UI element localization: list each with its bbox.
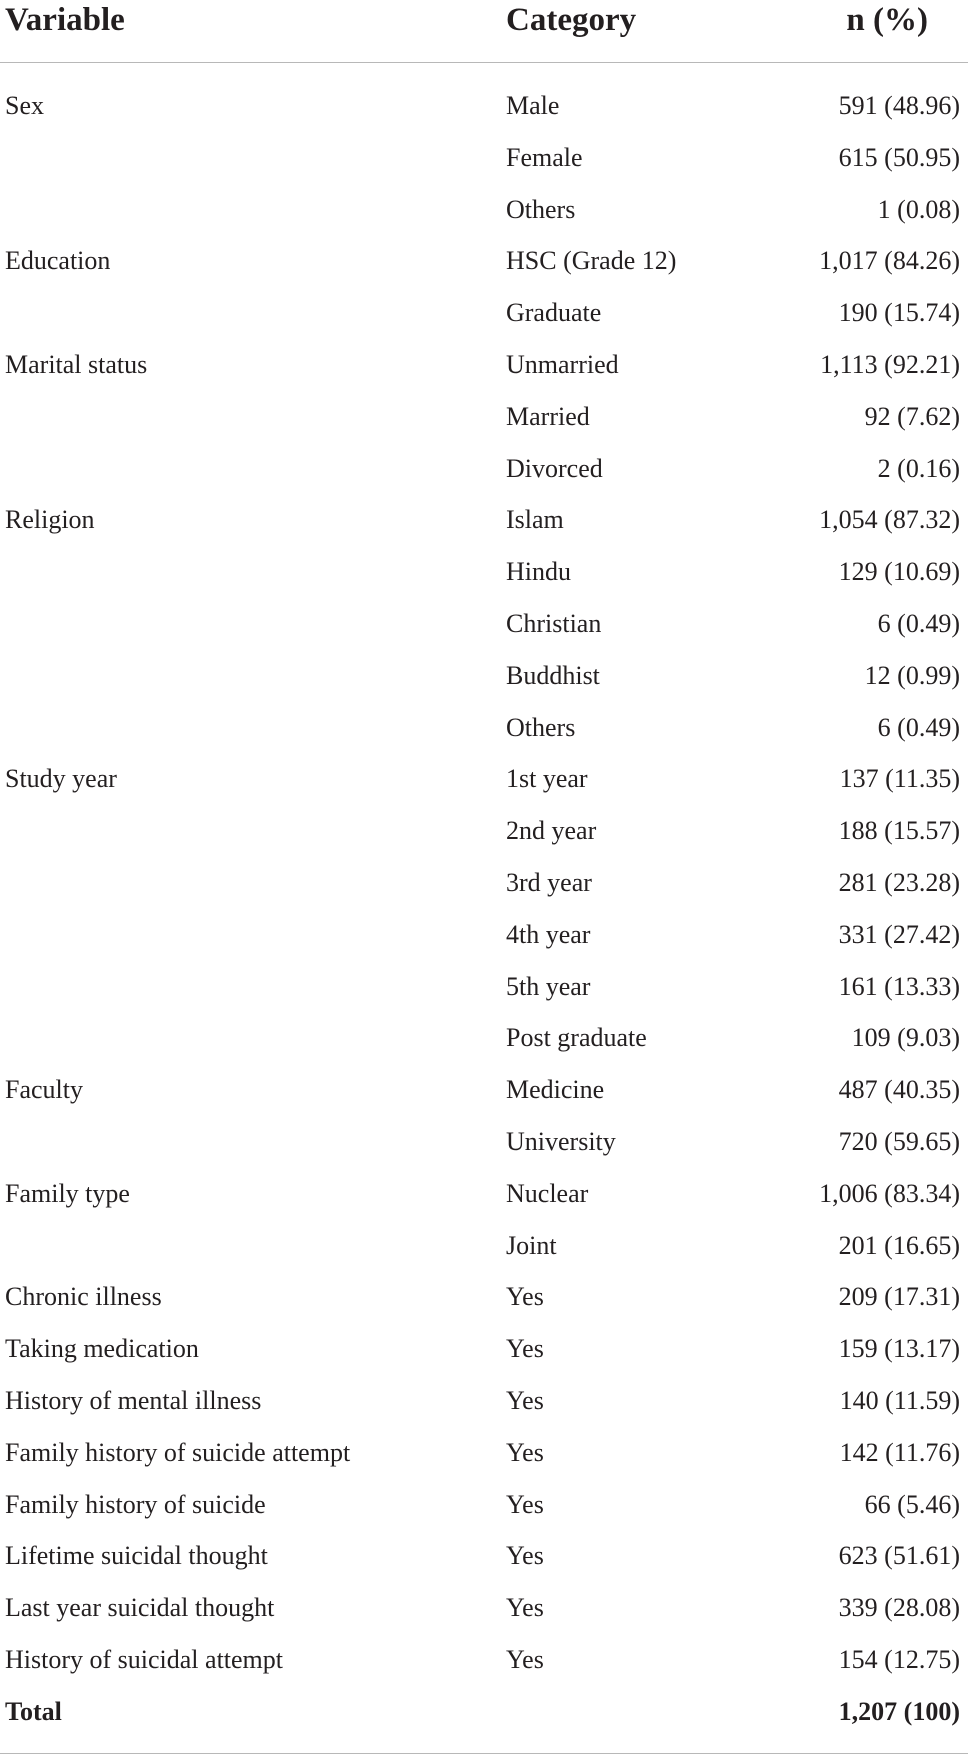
- cell-n-percent: 339 (28.08): [838, 1593, 960, 1623]
- cell-variable: Religion: [5, 505, 95, 535]
- cell-n-percent: 615 (50.95): [838, 142, 960, 172]
- cell-n-percent: 6 (0.49): [877, 608, 960, 638]
- cell-category: Yes: [506, 1437, 544, 1467]
- table-row: [0, 915, 968, 967]
- cell-n-percent: 201 (16.65): [838, 1230, 960, 1260]
- table-header: [0, 0, 968, 63]
- cell-category: Yes: [506, 1644, 544, 1674]
- cell-category: Buddhist: [506, 660, 600, 690]
- cell-n-percent: 12 (0.99): [864, 660, 960, 690]
- cell-category: HSC (Grade 12): [506, 246, 677, 276]
- cell-n-percent: 209 (17.31): [838, 1282, 960, 1312]
- header-category: Category: [506, 2, 637, 38]
- header-n-percent: n (%): [846, 2, 928, 38]
- table-row: [0, 967, 968, 1019]
- cell-category: 3rd year: [506, 867, 592, 897]
- table-row: [0, 1485, 968, 1537]
- cell-variable: History of suicidal attempt: [5, 1644, 284, 1674]
- table-row: [0, 500, 968, 552]
- table-row: [0, 241, 968, 293]
- cell-n-percent: 1,017 (84.26): [819, 246, 960, 276]
- cell-category: Post graduate: [506, 1023, 647, 1053]
- cell-category: Joint: [506, 1230, 557, 1260]
- cell-n-percent: 66 (5.46): [864, 1489, 960, 1519]
- cell-n-percent: 591 (48.96): [838, 91, 960, 120]
- cell-n-percent: 109 (9.03): [851, 1023, 960, 1053]
- cell-category: 1st year: [506, 764, 588, 794]
- cell-category: Nuclear: [506, 1178, 589, 1208]
- cell-category: Yes: [506, 1334, 544, 1364]
- cell-category: Others: [506, 194, 576, 224]
- table-row: [0, 345, 968, 397]
- cell-n-percent: 623 (51.61): [838, 1541, 960, 1571]
- cell-category: Islam: [506, 505, 564, 535]
- cell-variable: Chronic illness: [5, 1282, 162, 1312]
- cell-n-percent: 487 (40.35): [838, 1075, 960, 1105]
- cell-variable: Last year suicidal thought: [5, 1593, 275, 1623]
- cell-variable: Family history of suicide attempt: [5, 1437, 351, 1467]
- cell-category: Female: [506, 142, 583, 172]
- cell-n-percent: 1,054 (87.32): [819, 505, 960, 535]
- cell-variable: History of mental illness: [5, 1385, 262, 1415]
- cell-n-percent: 188 (15.57): [838, 816, 960, 846]
- cell-variable: Total: [5, 1696, 62, 1726]
- table-row: [0, 708, 968, 760]
- cell-n-percent: 2 (0.16): [877, 453, 960, 483]
- cell-category: Medicine: [506, 1075, 605, 1105]
- cell-n-percent: 1,113 (92.21): [820, 349, 960, 379]
- table-row: [0, 1174, 968, 1226]
- cell-n-percent: 1 (0.08): [877, 194, 960, 224]
- table-row: [0, 604, 968, 656]
- table-row: [0, 397, 968, 449]
- table-row: [0, 190, 968, 242]
- table-row: [0, 1018, 968, 1070]
- cell-category: 5th year: [506, 971, 591, 1001]
- table-row: [0, 1329, 968, 1381]
- cell-n-percent: 281 (23.28): [838, 867, 960, 897]
- cell-n-percent: 6 (0.49): [877, 712, 960, 742]
- table-row: [0, 1536, 968, 1588]
- table-row: [0, 1070, 968, 1122]
- cell-variable: Education: [5, 246, 111, 276]
- cell-category: Christian: [506, 608, 602, 638]
- cell-category: Graduate: [506, 298, 602, 328]
- table-row: [0, 1433, 968, 1485]
- cell-category: Married: [506, 401, 590, 431]
- table-row: [0, 863, 968, 915]
- table-row: [0, 552, 968, 604]
- cell-category: Yes: [506, 1593, 544, 1623]
- cell-category: 4th year: [506, 919, 591, 949]
- table-bottom-rule: [0, 1753, 968, 1754]
- cell-category: Others: [506, 712, 576, 742]
- cell-variable: Family type: [5, 1178, 130, 1208]
- table-row: [0, 1588, 968, 1640]
- table-row: [0, 1381, 968, 1433]
- table-row: [0, 1277, 968, 1329]
- cell-n-percent: 154 (12.75): [838, 1644, 960, 1674]
- cell-n-percent: 137 (11.35): [839, 764, 960, 794]
- cell-variable: Study year: [5, 764, 117, 794]
- cell-n-percent: 161 (13.33): [838, 971, 960, 1001]
- table-body: [0, 86, 968, 1744]
- cell-category: Unmarried: [506, 349, 619, 379]
- cell-n-percent: 129 (10.69): [838, 557, 960, 587]
- cell-variable: Faculty: [5, 1075, 83, 1105]
- table-row: [0, 86, 968, 138]
- cell-category: Yes: [506, 1541, 544, 1571]
- table-row: [0, 759, 968, 811]
- table-row: [0, 1226, 968, 1278]
- cell-n-percent: 92 (7.62): [864, 401, 960, 431]
- table-row: [0, 1122, 968, 1174]
- cell-n-percent: 140 (11.59): [839, 1385, 960, 1415]
- cell-variable: Lifetime suicidal thought: [5, 1541, 268, 1571]
- cell-n-percent: 720 (59.65): [838, 1126, 960, 1156]
- table-row: [0, 293, 968, 345]
- cell-category: Divorced: [506, 453, 603, 483]
- cell-category: Yes: [506, 1282, 544, 1312]
- cell-variable: Marital status: [5, 349, 148, 379]
- cell-n-percent: 331 (27.42): [838, 919, 960, 949]
- table-total-row: [0, 1692, 968, 1744]
- cell-n-percent: 1,207 (100): [838, 1696, 960, 1726]
- cell-category: Yes: [506, 1385, 544, 1415]
- table-row: [0, 656, 968, 708]
- table-row: [0, 449, 968, 501]
- table-row: [0, 138, 968, 190]
- cell-category: University: [506, 1126, 616, 1156]
- cell-n-percent: 142 (11.76): [839, 1437, 960, 1467]
- table-row: [0, 1640, 968, 1692]
- cell-category: Hindu: [506, 557, 571, 587]
- cell-variable: Sex: [5, 91, 44, 120]
- cell-category: Male: [506, 91, 560, 120]
- cell-variable: Taking medication: [5, 1334, 199, 1364]
- header-variable: Variable: [5, 2, 125, 38]
- cell-category: 2nd year: [506, 816, 597, 846]
- cell-n-percent: 159 (13.17): [838, 1334, 960, 1364]
- cell-n-percent: 1,006 (83.34): [819, 1178, 960, 1208]
- cell-category: Yes: [506, 1489, 544, 1519]
- table-row: [0, 811, 968, 863]
- cell-n-percent: 190 (15.74): [838, 298, 960, 328]
- cell-variable: Family history of suicide: [5, 1489, 266, 1519]
